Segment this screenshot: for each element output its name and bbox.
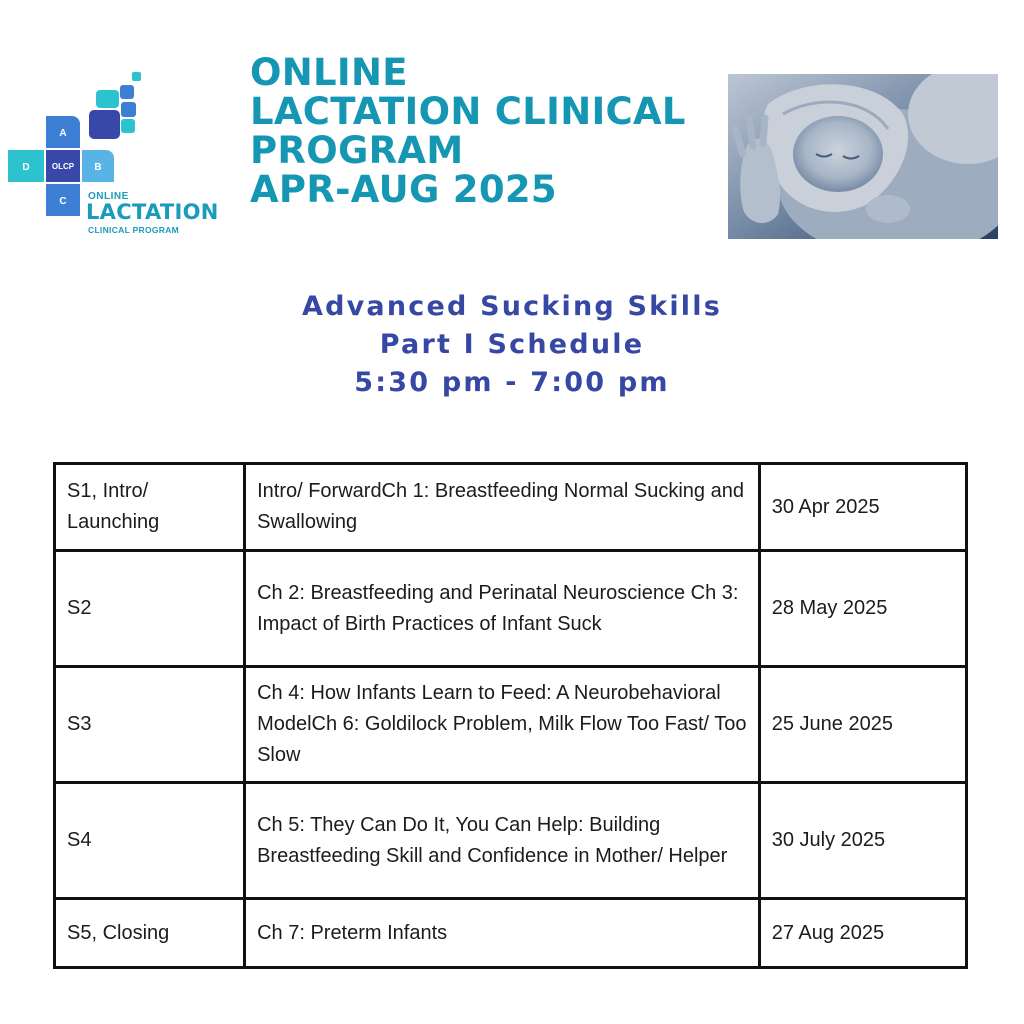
- session-cell: S3: [55, 667, 245, 783]
- logo-square: [89, 110, 120, 139]
- topic-cell: Ch 7: Preterm Infants: [245, 899, 760, 968]
- logo-square: [96, 90, 119, 108]
- logo-square: [121, 119, 135, 133]
- logo-letter-a: A: [59, 128, 67, 139]
- topic-cell: Ch 5: They Can Do It, You Can Help: Building Breastfeeding Skill and Confidence in Mother/ Helper: [245, 783, 760, 899]
- schedule-heading-line: 5:30 pm - 7:00 pm: [354, 367, 670, 398]
- logo-online-text: ONLINE: [88, 191, 129, 202]
- topic-cell: Ch 4: How Infants Learn to Feed: A Neurobehavioral ModelCh 6: Goldilock Problem, Milk Flow Too Fast/ Too Slow: [245, 667, 760, 783]
- session-cell: S2: [55, 551, 245, 667]
- session-cell: S5, Closing: [55, 899, 245, 968]
- date-cell: 30 Apr 2025: [759, 464, 966, 551]
- date-cell: 27 Aug 2025: [759, 899, 966, 968]
- program-title-line: PROGRAM: [250, 129, 464, 172]
- table-row: [55, 464, 967, 551]
- schedule-heading-line: Part I Schedule: [379, 329, 645, 360]
- topic-cell: Intro/ ForwardCh 1: Breastfeeding Normal Sucking and Swallowing: [245, 464, 760, 551]
- logo-clinical-program-text: CLINICAL PROGRAM: [88, 225, 180, 235]
- date-cell: 28 May 2025: [759, 551, 966, 667]
- newborn-photo-illustration: [728, 74, 998, 239]
- program-title: [250, 53, 686, 209]
- logo-lactation-text: LACTATION: [86, 200, 219, 224]
- logo-letter-d: D: [22, 162, 30, 173]
- newborn-photo: [728, 74, 998, 239]
- date-cell: 25 June 2025: [759, 667, 966, 783]
- session-cell: S1, Intro/ Launching: [55, 464, 245, 551]
- schedule-table: [53, 462, 968, 969]
- program-logo: [8, 70, 238, 240]
- schedule-heading-line: Advanced Sucking Skills: [302, 291, 722, 322]
- program-title-line: LACTATION CLINICAL: [250, 90, 686, 133]
- logo-letter-c: C: [59, 196, 67, 207]
- program-title-line: APR-AUG 2025: [250, 168, 557, 211]
- date-cell: 30 July 2025: [759, 783, 966, 899]
- table-row: [55, 551, 967, 667]
- table-row: [55, 667, 967, 783]
- logo-square: [120, 85, 134, 99]
- logo-letter-center: OLCP: [51, 162, 75, 171]
- logo-square: [132, 72, 141, 81]
- table-row: [55, 783, 967, 899]
- schedule-heading: [0, 288, 1024, 402]
- table-row: [55, 899, 967, 968]
- session-cell: S4: [55, 783, 245, 899]
- program-title-line: ONLINE: [250, 51, 408, 94]
- topic-cell: Ch 2: Breastfeeding and Perinatal Neuroscience Ch 3: Impact of Birth Practices of Infant Suck: [245, 551, 760, 667]
- logo-square: [121, 102, 136, 117]
- logo-letter-b: B: [94, 162, 102, 173]
